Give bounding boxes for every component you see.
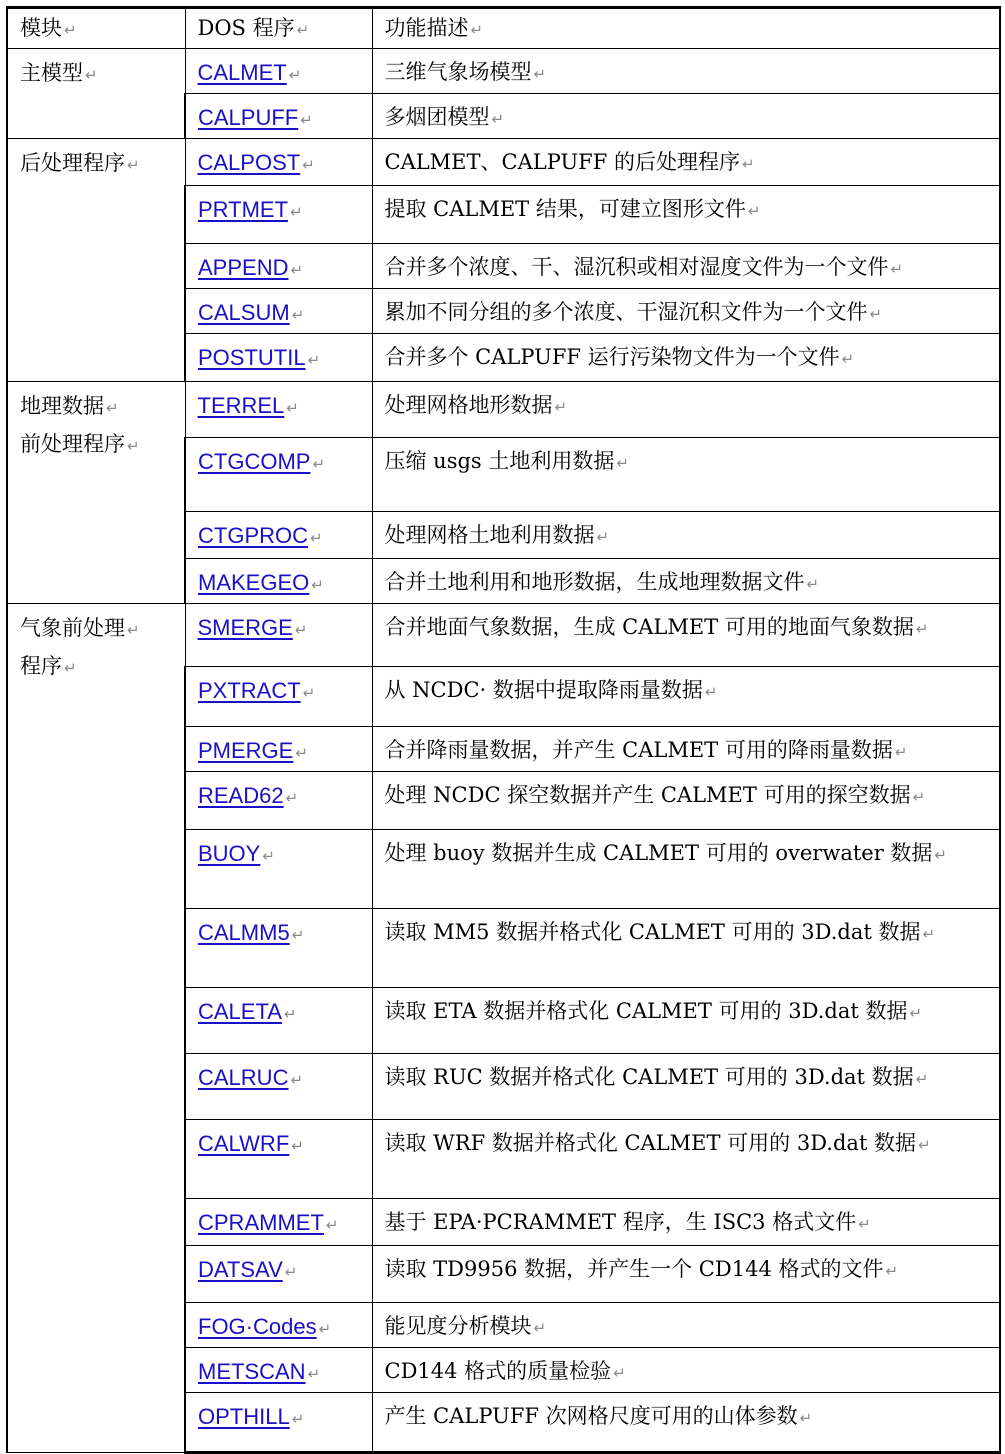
paragraph-mark-icon: ↵ <box>127 437 140 455</box>
paragraph-mark-icon: ↵ <box>318 1320 332 1338</box>
program-cell <box>185 667 372 727</box>
program-link[interactable]: CALMM5 <box>198 920 290 945</box>
paragraph-mark-icon: ↵ <box>922 925 936 943</box>
program-cell <box>185 1393 372 1453</box>
program-link[interactable]: TERREL <box>197 393 285 418</box>
description-text: 读取 WRF 数据并格式化 CALMET 可用的 3D.dat 数据 <box>384 1131 917 1155</box>
paragraph-mark-icon: ↵ <box>286 399 299 417</box>
paragraph-mark-icon: ↵ <box>858 1215 871 1233</box>
paragraph-mark-icon: ↵ <box>841 350 855 368</box>
paragraph-mark-icon: ↵ <box>290 203 303 221</box>
program-cell <box>185 988 372 1054</box>
description-text: 处理 NCDC 探空数据并产生 CALMET 可用的探空数据 <box>384 783 911 807</box>
program-link[interactable]: PMERGE <box>198 738 294 763</box>
description-cell <box>372 1054 1000 1120</box>
paragraph-mark-icon: ↵ <box>290 1071 304 1089</box>
module-cell <box>7 49 185 139</box>
program-link[interactable]: CTGPROC <box>198 523 308 548</box>
table-body <box>7 8 1000 1453</box>
program-link[interactable]: READ62 <box>198 783 284 808</box>
description-cell <box>372 94 1000 139</box>
paragraph-mark-icon: ↵ <box>533 1319 547 1337</box>
paragraph-mark-icon: ↵ <box>869 305 883 323</box>
paragraph-mark-icon: ↵ <box>302 156 315 174</box>
paragraph-mark-icon: ↵ <box>307 351 321 369</box>
paragraph-mark-icon: ↵ <box>284 1263 298 1281</box>
module-line <box>20 610 176 648</box>
description-text: 处理 buoy 数据并生成 CALMET 可用的 overwater 数据 <box>384 841 933 865</box>
table-row <box>7 49 1000 94</box>
paragraph-mark-icon: ↵ <box>747 202 761 220</box>
paragraph-mark-icon: ↵ <box>934 846 947 864</box>
program-cell <box>185 1303 372 1348</box>
program-cell <box>185 94 372 139</box>
description-text: 合并土地利用和地形数据，生成地理数据文件 <box>384 570 805 594</box>
description-text: 提取 CALMET 结果，可建立图形文件 <box>384 197 746 221</box>
module-cell <box>7 382 185 604</box>
module-label: 程序 <box>20 654 62 678</box>
program-cell <box>185 727 372 772</box>
program-cell <box>185 830 372 909</box>
paragraph-mark-icon: ↵ <box>311 576 324 594</box>
header-label: 功能描述 <box>384 16 469 40</box>
description-cell <box>372 667 1000 727</box>
module-line <box>20 388 176 426</box>
paragraph-mark-icon: ↵ <box>470 21 484 39</box>
table-row <box>7 382 1000 438</box>
description-cell <box>372 289 1000 334</box>
description-text: 从 NCDC· 数据中提取降雨量数据 <box>384 678 703 702</box>
program-link[interactable]: CALPUFF <box>198 105 299 130</box>
program-link[interactable]: CTGCOMP <box>198 449 311 474</box>
program-link[interactable]: CPRAMMET <box>198 1210 324 1235</box>
paragraph-mark-icon: ↵ <box>613 1364 626 1382</box>
program-link[interactable]: METSCAN <box>198 1359 306 1384</box>
paragraph-mark-icon: ↵ <box>915 1070 929 1088</box>
description-text: 读取 RUC 数据并格式化 CALMET 可用的 3D.dat 数据 <box>384 1065 914 1089</box>
description-cell <box>372 1393 1000 1453</box>
paragraph-mark-icon: ↵ <box>491 110 505 128</box>
program-cell <box>185 438 372 512</box>
description-text: 多烟团模型 <box>384 105 490 129</box>
paragraph-mark-icon: ↵ <box>918 1136 931 1154</box>
description-cell <box>372 604 1000 667</box>
paragraph-mark-icon: ↵ <box>741 155 755 173</box>
description-cell <box>372 139 1000 186</box>
description-cell <box>372 1348 1000 1393</box>
description-text: 合并多个浓度、干、湿沉积或相对湿度文件为一个文件 <box>384 255 889 279</box>
description-cell <box>372 988 1000 1054</box>
paragraph-mark-icon: ↵ <box>106 399 119 417</box>
program-cell <box>185 49 372 94</box>
program-link[interactable]: CALPOST <box>197 150 301 175</box>
paragraph-mark-icon: ↵ <box>285 789 299 807</box>
paragraph-mark-icon: ↵ <box>912 788 926 806</box>
description-cell <box>372 772 1000 830</box>
program-cell <box>185 909 372 988</box>
paragraph-mark-icon: ↵ <box>296 21 310 39</box>
description-cell <box>372 382 1000 438</box>
description-cell <box>372 909 1000 988</box>
paragraph-mark-icon: ↵ <box>554 398 568 416</box>
program-link[interactable]: DATSAV <box>198 1257 283 1282</box>
program-cell <box>185 1246 372 1303</box>
paragraph-mark-icon: ↵ <box>890 260 904 278</box>
paragraph-mark-icon: ↵ <box>307 1365 321 1383</box>
paragraph-mark-icon: ↵ <box>300 111 313 129</box>
paragraph-mark-icon: ↵ <box>283 1005 297 1023</box>
description-text: 读取 MM5 数据并格式化 CALMET 可用的 3D.dat 数据 <box>384 920 921 944</box>
module-line <box>20 648 176 686</box>
description-cell <box>372 1120 1000 1199</box>
description-text: 基于 EPA·PCRAMMET 程序，生 ISC3 格式文件 <box>384 1210 857 1234</box>
description-cell <box>372 512 1000 559</box>
paragraph-mark-icon: ↵ <box>85 66 98 84</box>
program-link[interactable]: APPEND <box>198 255 289 280</box>
program-link[interactable]: MAKEGEO <box>198 570 310 595</box>
paragraph-mark-icon: ↵ <box>325 1216 339 1234</box>
description-text: 能见度分析模块 <box>384 1314 532 1338</box>
description-cell <box>372 727 1000 772</box>
paragraph-mark-icon: ↵ <box>64 21 77 39</box>
description-cell <box>372 438 1000 512</box>
description-cell <box>372 1303 1000 1348</box>
description-text: 产生 CALPUFF 次网格尺度可用的山体参数 <box>384 1404 798 1428</box>
program-cell <box>185 1120 372 1199</box>
description-text: 读取 ETA 数据并格式化 CALMET 可用的 3D.dat 数据 <box>384 999 908 1023</box>
program-cell <box>185 382 372 438</box>
paragraph-mark-icon: ↵ <box>806 575 820 593</box>
program-link[interactable]: PRTMET <box>198 197 289 222</box>
program-link[interactable]: BUOY <box>198 841 261 866</box>
description-text: CD144 格式的质量检验 <box>384 1359 612 1383</box>
module-line <box>20 426 176 464</box>
paragraph-mark-icon: ↵ <box>295 744 308 762</box>
program-link[interactable]: SMERGE <box>197 615 293 640</box>
module-line <box>20 55 176 93</box>
program-cell <box>185 1054 372 1120</box>
description-cell <box>372 1246 1000 1303</box>
module-label: 后处理程序 <box>20 151 125 175</box>
module-label: 地理数据 <box>20 394 104 418</box>
header-row <box>7 8 1000 49</box>
program-link[interactable]: CALMET <box>197 60 287 85</box>
table-row <box>7 139 1000 186</box>
paragraph-mark-icon: ↵ <box>310 529 323 547</box>
program-cell <box>185 186 372 244</box>
program-cell <box>185 772 372 830</box>
description-cell <box>372 49 1000 94</box>
program-cell <box>185 512 372 559</box>
program-link[interactable]: POSTUTIL <box>198 345 306 370</box>
program-cell <box>185 1199 372 1246</box>
module-cell <box>7 139 185 382</box>
header-label: 模块 <box>20 16 62 40</box>
paragraph-mark-icon: ↵ <box>894 743 908 761</box>
paragraph-mark-icon: ↵ <box>302 684 316 702</box>
paragraph-mark-icon: ↵ <box>616 454 629 472</box>
description-text: 处理网格地形数据 <box>384 393 553 417</box>
program-link[interactable]: CALWRF <box>198 1131 290 1156</box>
table-row <box>7 604 1000 667</box>
paragraph-mark-icon: ↵ <box>291 1137 304 1155</box>
description-text: 读取 TD9956 数据，并产生一个 CD144 格式的文件 <box>384 1257 884 1281</box>
program-link[interactable]: CALSUM <box>198 300 290 325</box>
description-cell <box>372 559 1000 604</box>
description-text: 合并降雨量数据，并产生 CALMET 可用的降雨量数据 <box>384 738 893 762</box>
header-module <box>7 8 185 49</box>
paragraph-mark-icon: ↵ <box>909 1004 923 1022</box>
program-cell <box>185 289 372 334</box>
description-text: 累加不同分组的多个浓度、干湿沉积文件为一个文件 <box>384 300 868 324</box>
paragraph-mark-icon: ↵ <box>127 621 140 639</box>
description-text: 合并多个 CALPUFF 运行污染物文件为一个文件 <box>384 345 840 369</box>
module-cell <box>7 604 185 1453</box>
paragraph-mark-icon: ↵ <box>294 621 308 639</box>
program-table <box>6 6 1001 1454</box>
paragraph-mark-icon: ↵ <box>799 1409 813 1427</box>
description-cell <box>372 186 1000 244</box>
program-link[interactable]: PXTRACT <box>198 678 301 703</box>
program-link[interactable]: FOG·Codes <box>198 1314 317 1339</box>
description-cell <box>372 334 1000 382</box>
description-cell <box>372 244 1000 289</box>
program-link[interactable]: OPTHILL <box>198 1404 290 1429</box>
module-label: 气象前处理 <box>20 616 125 640</box>
module-label: 主模型 <box>20 61 83 85</box>
program-cell <box>185 334 372 382</box>
program-cell <box>185 244 372 289</box>
paragraph-mark-icon: ↵ <box>915 620 929 638</box>
paragraph-mark-icon: ↵ <box>288 66 302 84</box>
program-link[interactable]: CALETA <box>198 999 282 1024</box>
paragraph-mark-icon: ↵ <box>262 847 275 865</box>
description-text: 压缩 usgs 土地利用数据 <box>384 449 615 473</box>
paragraph-mark-icon: ↵ <box>704 683 718 701</box>
header-label: DOS 程序 <box>197 16 295 40</box>
description-text: CALMET、CALPUFF 的后处理程序 <box>384 150 740 174</box>
paragraph-mark-icon: ↵ <box>291 926 305 944</box>
module-line <box>20 145 176 183</box>
module-label: 前处理程序 <box>20 432 125 456</box>
paragraph-mark-icon: ↵ <box>533 65 547 83</box>
header-description <box>372 8 1000 49</box>
program-link[interactable]: CALRUC <box>198 1065 289 1090</box>
paragraph-mark-icon: ↵ <box>290 261 304 279</box>
description-text: 合并地面气象数据，生成 CALMET 可用的地面气象数据 <box>384 615 914 639</box>
program-cell <box>185 604 372 667</box>
program-cell <box>185 139 372 186</box>
paragraph-mark-icon: ↵ <box>596 528 610 546</box>
description-cell <box>372 830 1000 909</box>
paragraph-mark-icon: ↵ <box>291 1410 305 1428</box>
paragraph-mark-icon: ↵ <box>64 659 77 677</box>
program-cell <box>185 1348 372 1393</box>
description-cell <box>372 1199 1000 1246</box>
paragraph-mark-icon: ↵ <box>127 156 140 174</box>
paragraph-mark-icon: ↵ <box>885 1262 899 1280</box>
paragraph-mark-icon: ↵ <box>312 455 326 473</box>
header-dos-program <box>185 8 372 49</box>
paragraph-mark-icon: ↵ <box>291 306 305 324</box>
description-text: 处理网格土地利用数据 <box>384 523 595 547</box>
description-text: 三维气象场模型 <box>384 60 532 84</box>
program-cell <box>185 559 372 604</box>
